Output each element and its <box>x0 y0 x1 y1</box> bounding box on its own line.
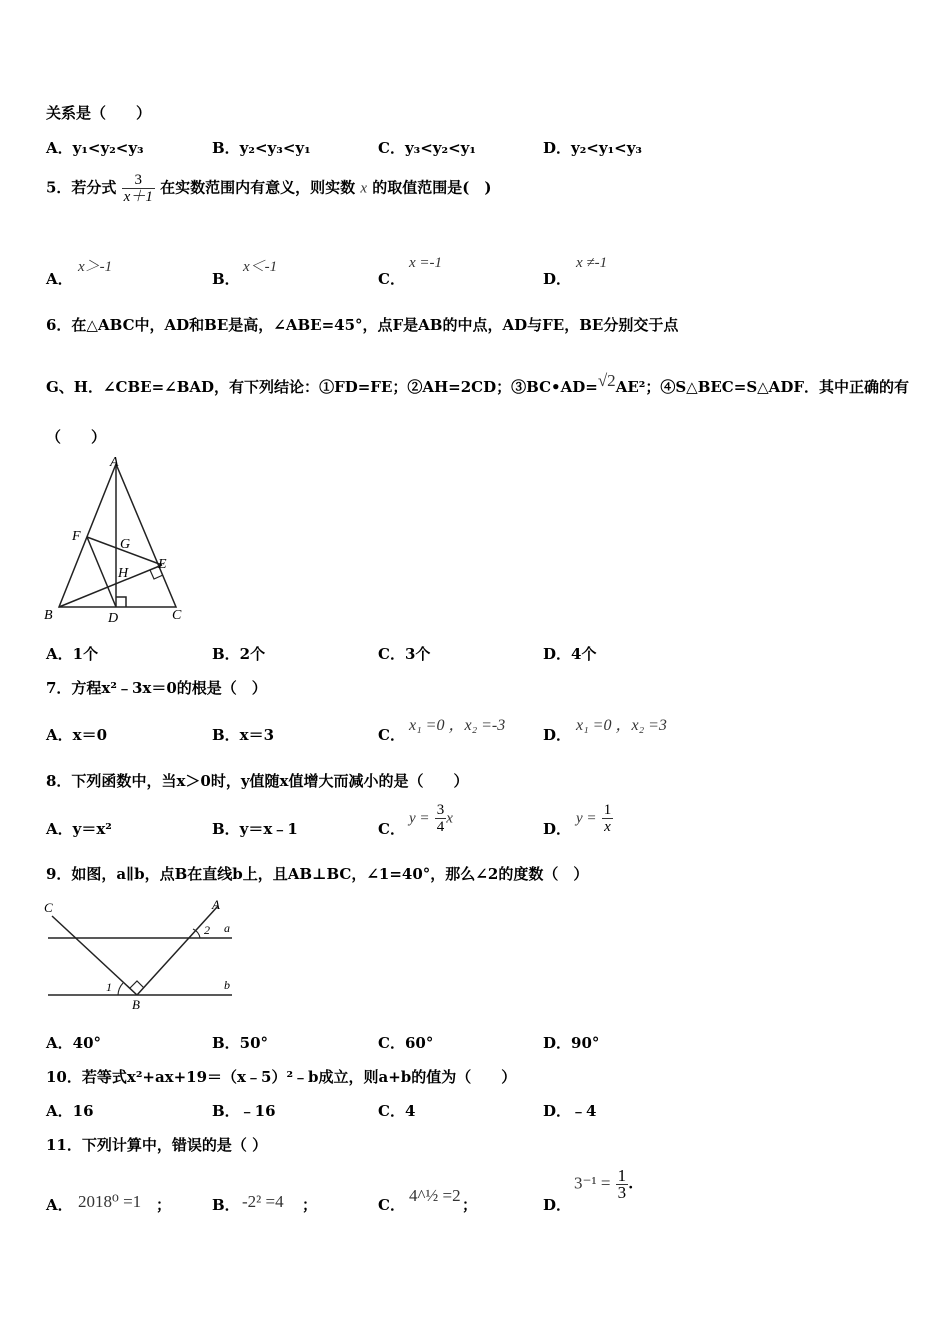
q11-label-a: A． <box>46 1196 73 1214</box>
q5-label-b: B． <box>212 270 240 288</box>
q6-fig-label-h: H <box>118 566 129 581</box>
q9-fig-label-b: B <box>132 997 140 1012</box>
q11-sep-b: ； <box>302 1196 318 1214</box>
q6-line2 <box>46 371 909 397</box>
q11-d-end: . <box>628 1174 634 1193</box>
q5-option-b: x＜-1 <box>243 259 278 275</box>
q11-label-b: B． <box>212 1196 240 1214</box>
q6-fig-label-f: F <box>72 529 81 544</box>
q8-c-post: x <box>446 810 453 827</box>
q8-d-pre: y = <box>576 810 597 827</box>
q6-option-a: A．1个 <box>46 645 99 663</box>
q5-option-a: x＞-1 <box>78 259 113 275</box>
q11-sep-c: ； <box>462 1196 478 1214</box>
q6-option-d: D．4个 <box>543 645 597 663</box>
q8-d-num: 1 <box>603 802 612 818</box>
q4-stem-tail: 关系是（ ） <box>46 104 152 122</box>
q5-fraction <box>122 172 155 205</box>
q9-option-c: C．60° <box>378 1034 434 1052</box>
q6-fig-label-g: G <box>120 537 131 552</box>
q5-number: 5．若分式 <box>46 178 117 197</box>
q8-option-c <box>409 802 453 835</box>
q9-fig-label-line-b: b <box>224 978 230 992</box>
q5-option-c: x =-1 <box>409 255 443 271</box>
q11-d-pre: 3⁻¹ = <box>574 1173 611 1193</box>
q10-option-b: B．﹣16 <box>212 1102 276 1120</box>
q6-line3: （ ） <box>46 428 107 446</box>
q10-stem: 10．若等式x²+ax+19＝（x﹣5）²﹣b成立，则a+b的值为（ ） <box>46 1068 517 1086</box>
q7-option-d: x₁ =0 ，x₂ =3 <box>576 717 667 734</box>
q6-fig-label-e: E <box>158 557 167 572</box>
q9-parallel-lines-figure <box>40 896 240 1014</box>
q5-option-d: x ≠-1 <box>576 255 608 271</box>
q6-fig-label-d: D <box>108 611 119 626</box>
q5-label-a: A． <box>46 270 73 288</box>
q8-c-num: 3 <box>436 802 445 818</box>
q9-fig-label-a: A <box>212 897 220 912</box>
q8-d-den: x <box>604 819 611 835</box>
q4-option-a: A．y₁<y₂<y₃ <box>46 139 144 157</box>
q11-stem: 11．下列计算中，错误的是（ ） <box>46 1136 268 1154</box>
q9-fig-label-1: 1 <box>106 980 112 994</box>
q5-label-d: D． <box>543 270 572 288</box>
q5-frac-den: x＋1 <box>123 189 153 205</box>
q9-fig-label-2: 2 <box>204 923 210 937</box>
q8-option-a: A．y＝x² <box>46 820 112 838</box>
q9-stem: 9．如图，a∥b，点B在直线b上，且AB⊥BC，∠1=40°，那么∠2的度数（ ） <box>46 865 589 883</box>
q8-c-den: 4 <box>436 819 445 835</box>
q9-option-b: B．50° <box>212 1034 269 1052</box>
q11-label-c: C． <box>378 1196 405 1214</box>
q4-option-c: C．y₃<y₂<y₁ <box>378 139 476 157</box>
q8-label-c: C． <box>378 820 405 838</box>
q11-d-fraction <box>616 1168 629 1201</box>
q11-option-a: 2018⁰ =1 <box>78 1192 142 1211</box>
q8-label-d: D． <box>543 820 572 838</box>
q9-option-a: A．40° <box>46 1034 102 1052</box>
q9-fig-label-c: C <box>44 900 53 915</box>
q11-sep-a: ； <box>156 1196 172 1214</box>
q11-option-d <box>574 1168 633 1201</box>
q6-sqrt: √2 <box>597 371 616 390</box>
q6-line2-a: G、H．∠CBE=∠BAD，有下列结论：①FD=FE；②AH=2CD；③BC•AD= <box>46 378 598 396</box>
q4-option-b: B．y₂<y₃<y₁ <box>212 139 311 157</box>
q11-option-c: 4^½ =2 <box>409 1186 461 1205</box>
q8-c-fraction <box>435 802 447 835</box>
q9-option-d: D．90° <box>543 1034 600 1052</box>
q10-option-a: A．16 <box>46 1102 94 1120</box>
q6-fig-label-a: A <box>110 455 119 470</box>
q10-option-d: D．﹣4 <box>543 1102 597 1120</box>
q11-d-num: 1 <box>617 1166 627 1185</box>
q6-option-b: B．2个 <box>212 645 266 663</box>
q7-label-d: D． <box>543 726 572 744</box>
q10-option-c: C．4 <box>378 1102 416 1120</box>
q5-stem-rest: 在实数范围内有意义，则实数 <box>160 178 356 197</box>
q6-fig-label-c: C <box>172 608 182 623</box>
q5-stem-end: 的取值范围是( ) <box>372 178 492 197</box>
q8-option-d <box>576 802 613 835</box>
q6-line1: 6．在△ABC中，AD和BE是高，∠ABE=45°，点F是AB的中点，AD与FE，BE分别交于点 <box>46 316 679 334</box>
q11-label-d: D． <box>543 1196 572 1214</box>
q7-stem: 7．方程x²﹣3x＝0的根是（ ） <box>46 679 267 697</box>
q5-var: x <box>360 180 367 197</box>
q7-option-c: x₁ =0 ，x₂ =-3 <box>409 717 506 734</box>
q7-option-b: B．x＝3 <box>212 726 275 744</box>
q8-option-b: B．y＝x﹣1 <box>212 820 298 838</box>
q5-frac-num: 3 <box>122 172 155 189</box>
q6-fig-label-b: B <box>44 608 53 623</box>
q8-stem: 8．下列函数中，当x＞0时，y值随x值增大而减小的是（ ） <box>46 772 469 790</box>
q6-line2-b: AE²；④S△BEC=S△ADF．其中正确的有 <box>615 378 909 396</box>
q11-option-b: -2² =4 <box>242 1192 284 1211</box>
q9-fig-label-line-a: a <box>224 921 230 935</box>
q6-triangle-figure <box>40 452 200 630</box>
q8-c-pre: y = <box>409 810 430 827</box>
q5-stem <box>46 172 491 205</box>
q5-label-c: C． <box>378 270 405 288</box>
q11-d-den: 3 <box>617 1183 627 1202</box>
q6-option-c: C．3个 <box>378 645 431 663</box>
q4-option-d: D．y₂<y₁<y₃ <box>543 139 643 157</box>
q8-d-fraction <box>602 802 614 835</box>
q7-label-c: C． <box>378 726 405 744</box>
q7-option-a: A．x＝0 <box>46 726 108 744</box>
